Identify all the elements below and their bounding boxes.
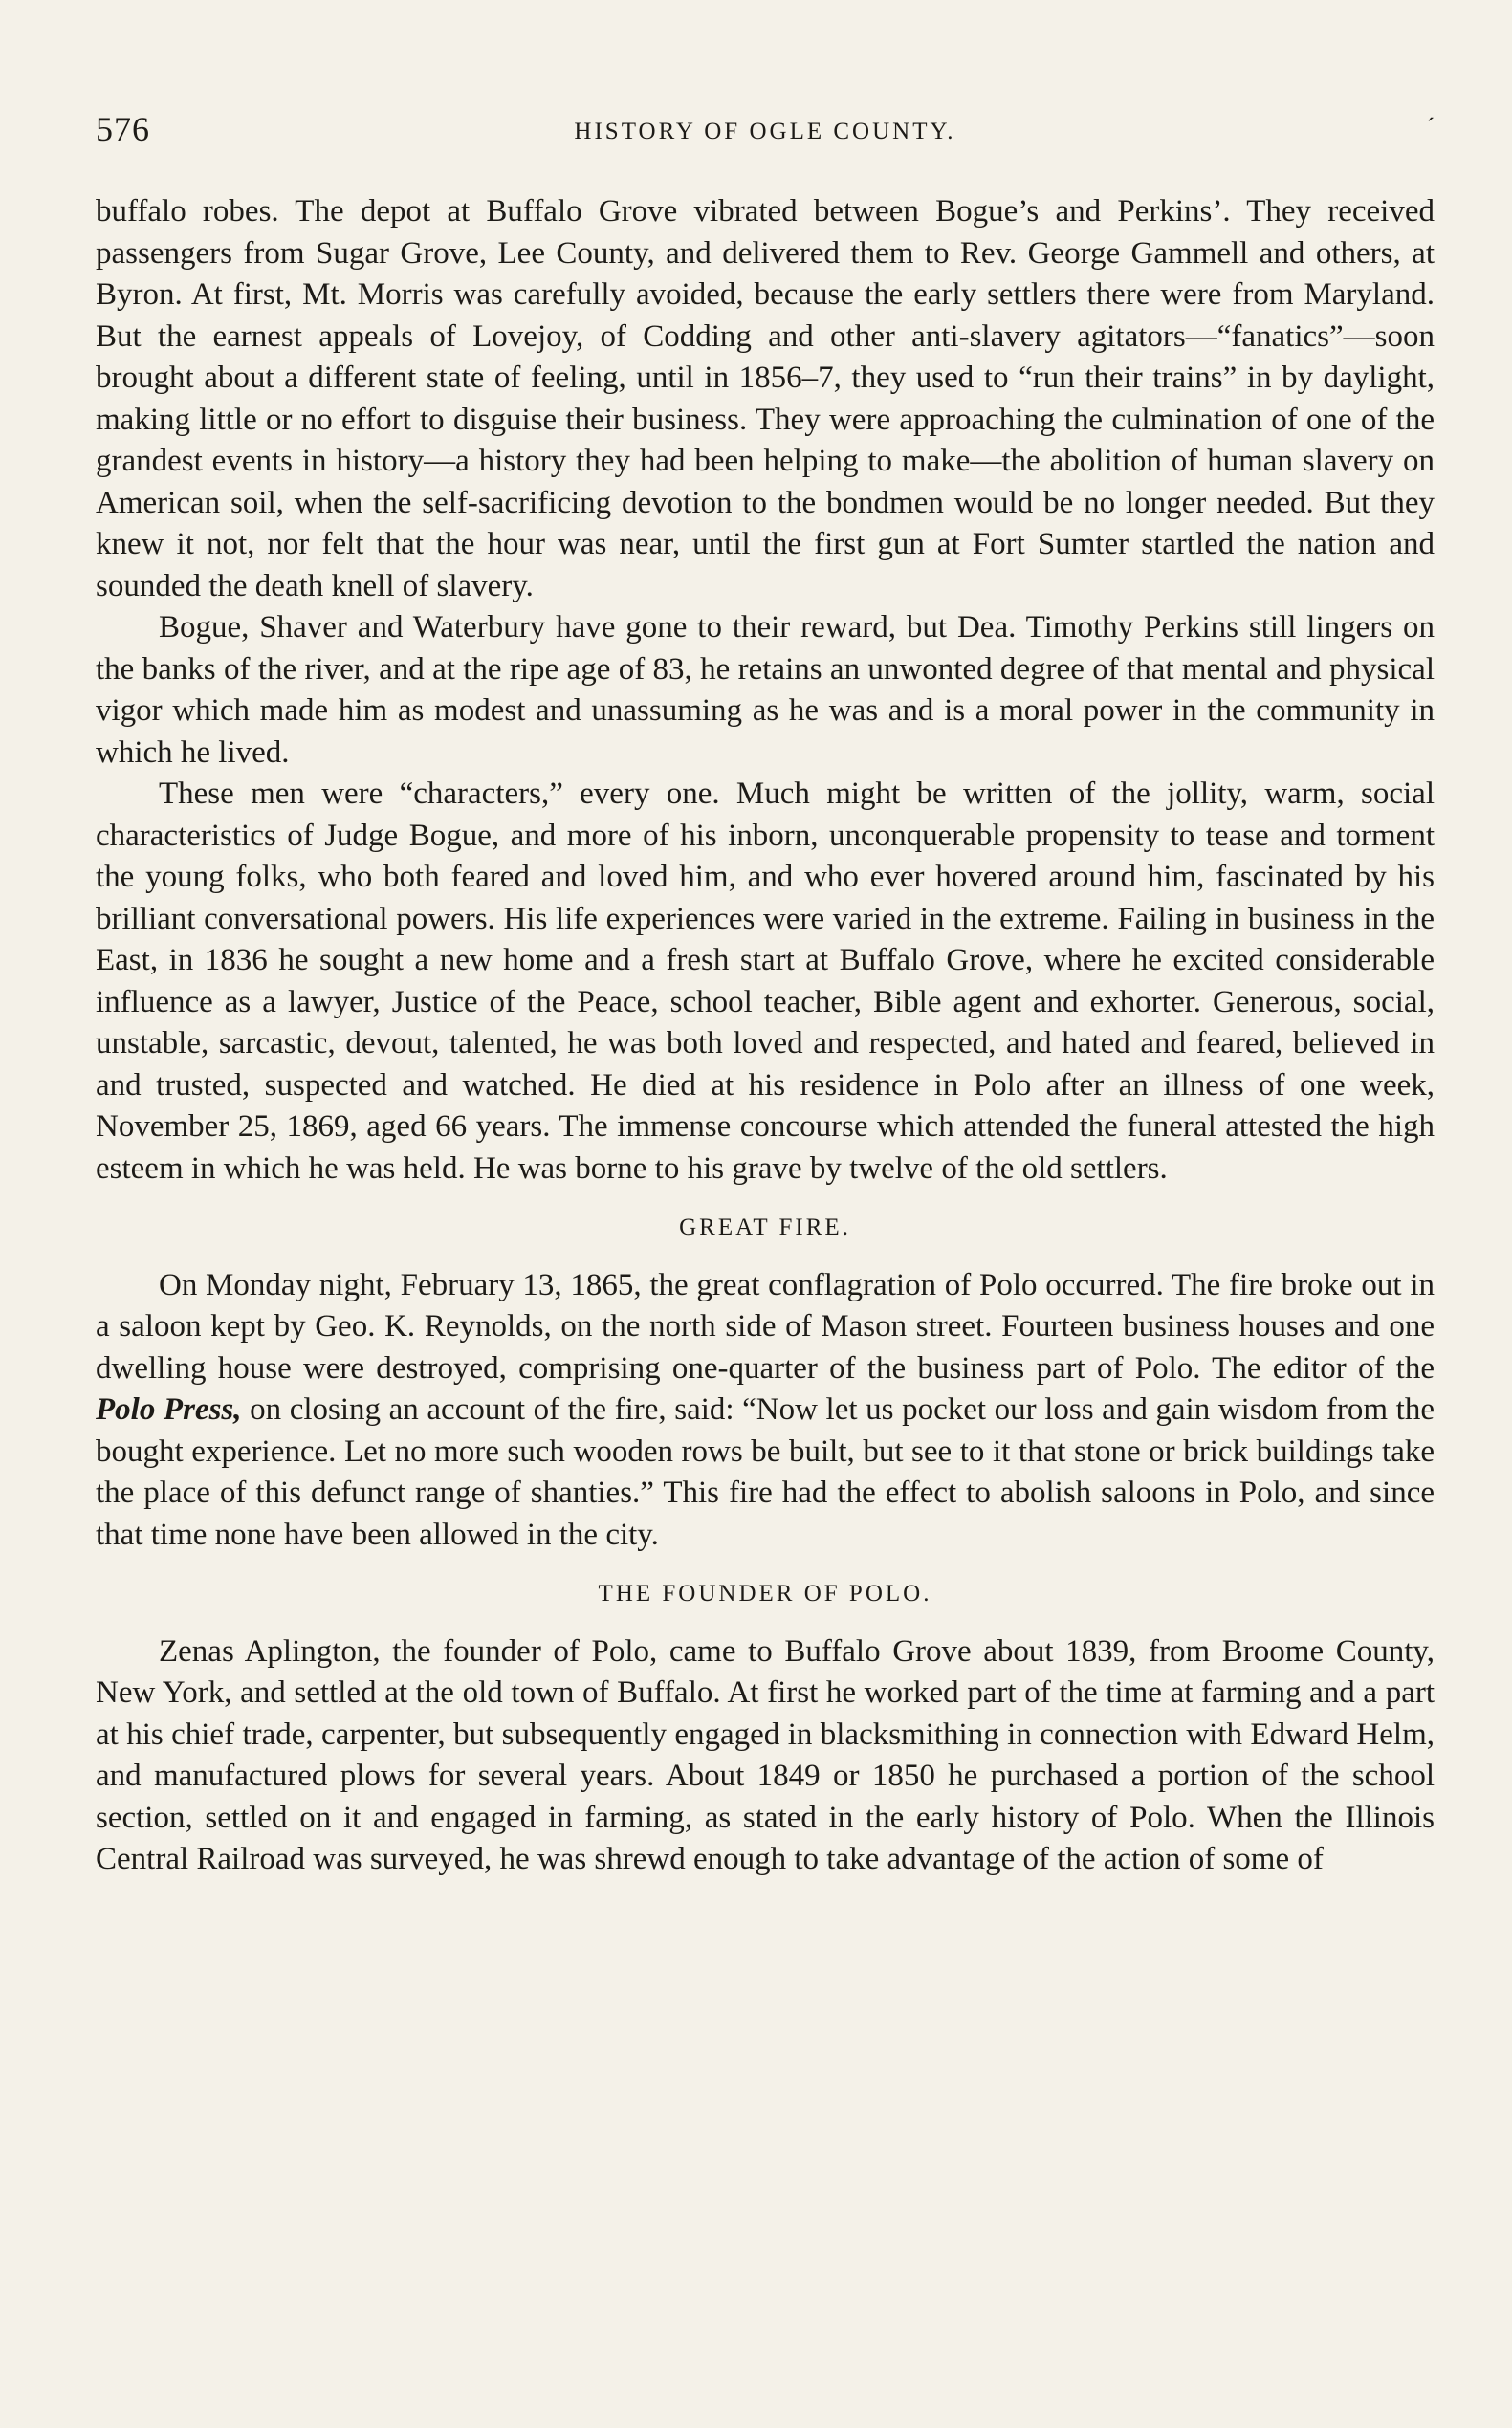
heading-great-fire: GREAT FIRE. [679,1214,851,1240]
polo-press-title: Polo Press, [96,1392,242,1427]
heading-founder-of-polo: THE FOUNDER OF POLO. [598,1581,932,1607]
page-number: 576 [96,110,150,148]
paragraph-founder-of-polo: Zenas Aplington, the founder of Polo, came to Buffalo Grove about 1839, from Broome County, New York, and settled at the old town of Buffalo. At first he worked part of the time at farming and a part at his chief trade, carpenter, but subsequently engaged in blacksmithing in connection with Edward Helm, and manufactured plows for several years. About 1849 or 1850 he purchased a portion of the school section, settled on it and engaged in farming, as stated in the early history of Polo. When the Illinois Central Railroad was surveyed, he was shrewd enough to take advantage of the action of some of [96,1633,1435,1876]
page-header [96,109,1435,157]
great-fire-text-part-1: On Monday night, February 13, 1865, the great conflagration of Polo occurred. The fire broke out in a saloon kept by Geo. K. Reynolds, on the north side of Mason street. Fourteen business houses and one dwelling house were destroyed, comprising one-quarter of the business part of Polo. The editor of the [96,1267,1435,1386]
paragraph-bogue-shaver: Bogue, Shaver and Waterbury have gone to their reward, but Dea. Timothy Perkins still lingers on the banks of the river, and at the ripe age of 83, he retains an unwonted degree of that mental and physical vigor which made him as modest and unassuming as he was and is a moral power in the community in which he lived. [96,610,1435,770]
paragraph-great-fire [96,1265,1435,1557]
paragraph-buffalo-robes: buffalo robes. The depot at Buffalo Grove vibrated between Bogue’s and Perkins’. They received passengers from Sugar Grove, Lee County, and delivered them to Rev. George Gammell and others, at Byron. At first, Mt. Morris was carefully avoided, because the early settlers there were from Maryland. But the earnest appeals of Lovejoy, of Codding and other anti-slavery agitators—“fanatics”—soon brought about a different state of feeling, until in 1856–7, they used to “run their trains” in by daylight, making little or no effort to disguise their business. They were approaching the culmination of one of the grandest events in history—a history they had been helping to make—the abolition of human slavery on American soil, when the self-sacrificing devotion to the bondmen would be no longer needed. But they knew it not, nor felt that the hour was near, until the first gun at Fort Sumter startled the nation and sounded the death knell of slavery. [96,194,1435,603]
header-mark: ´ [1427,115,1435,140]
great-fire-text-part-2: on closing an account of the fire, said: “Now let us pocket our loss and gain wisdom from the bought experience. Let no more such wooden rows be built, but see to it that stone or brick buildings take the place of this defunct range of shanties.” This fire had the effect to abolish saloons in Polo, and since that time none have been allowed in the city. [96,1392,1435,1552]
running-title: HISTORY OF OGLE COUNTY. [574,119,956,144]
paragraph-characters: These men were “characters,” every one. Much might be written of the jollity, warm, social characteristics of Judge Bogue, and more of his inborn, unconquerable propensity to tease and torment the young folks, who both feared and loved him, and who ever hovered around him, fascinated by his brilliant conversational powers. His life experiences were varied in the extreme. Failing in business in the East, in 1836 he sought a new home and a fresh start at Buffalo Grove, where he excited considerable influence as a lawyer, Justice of the Peace, school teacher, Bible agent and exhorter. Generous, social, unstable, sarcastic, devout, talented, he was both loved and respected, and hated and feared, believed in and trusted, suspected and watched. He died at his residence in Polo after an illness of one week, November 25, 1869, aged 66 years. The immense concourse which attended the funeral attested the high esteem in which he was held. He was borne to his grave by twelve of the old settlers. [96,777,1435,1186]
page-body [96,191,1435,1881]
